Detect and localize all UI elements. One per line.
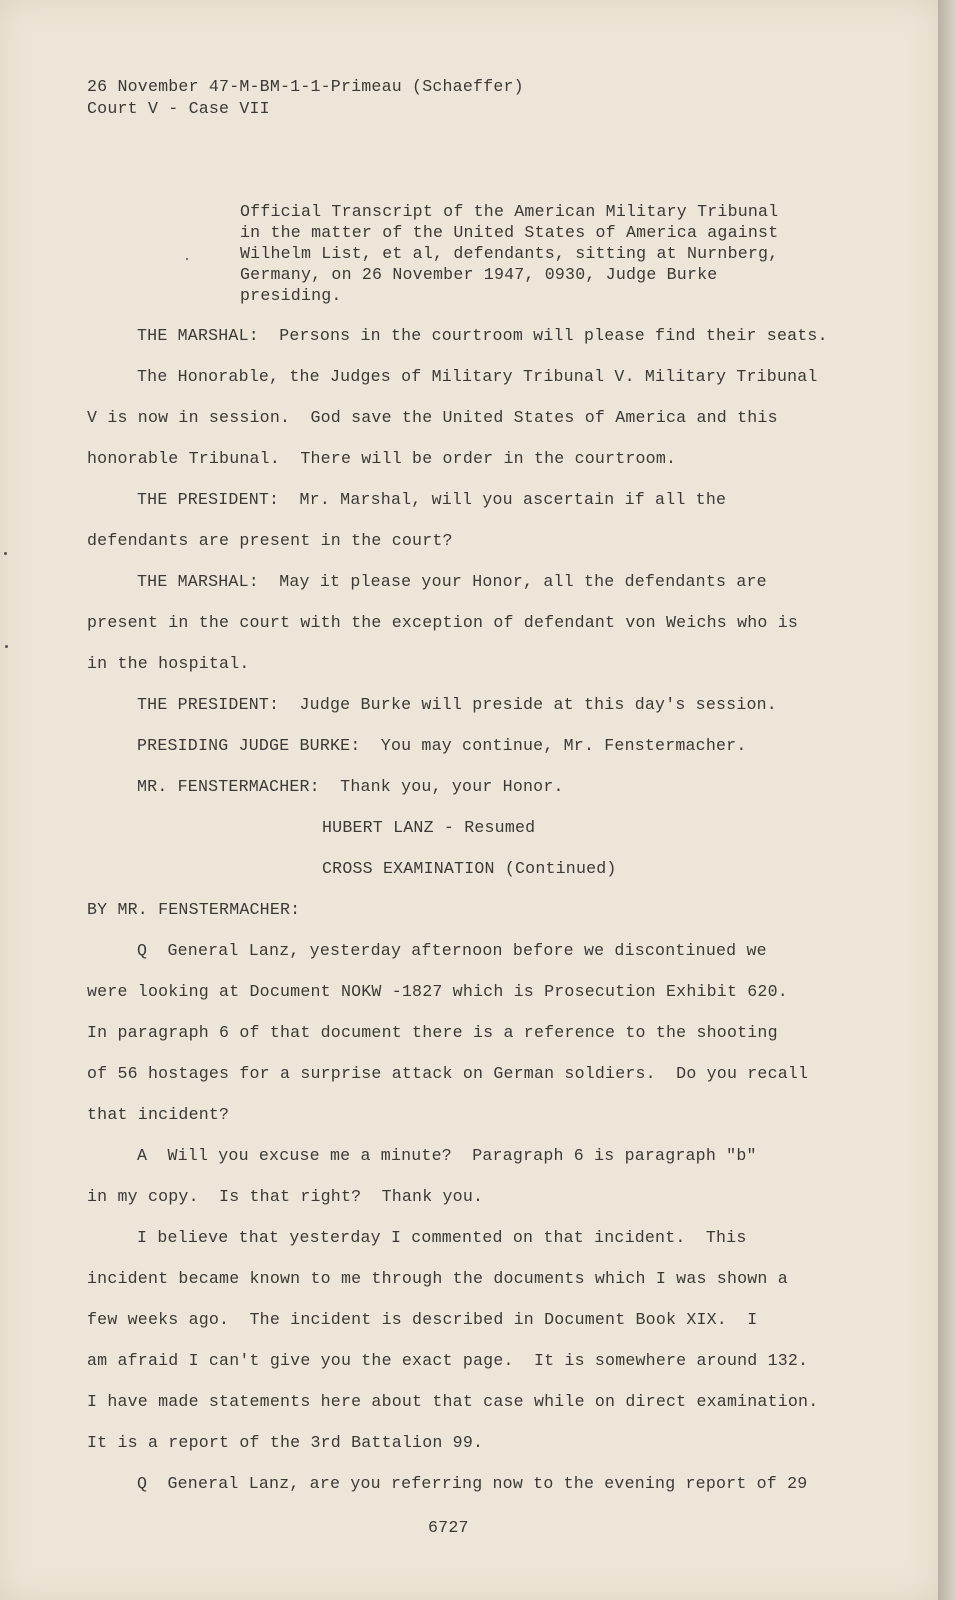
header-line-1: 26 November 47-M-BM-1-1-Primeau (Schaeffer) bbox=[87, 77, 524, 96]
caption-line: Wilhelm List, et al, defendants, sitting at Nurnberg, bbox=[240, 244, 779, 263]
transcript-line: few weeks ago. The incident is described in Document Book XIX. I bbox=[87, 1310, 758, 1329]
transcript-line: MR. FENSTERMACHER: Thank you, your Honor. bbox=[137, 777, 564, 796]
transcript-line: present in the court with the exception of defendant von Weichs who is bbox=[87, 613, 799, 632]
transcript-line: PRESIDING JUDGE BURKE: You may continue, Mr. Fenstermacher. bbox=[137, 736, 747, 755]
examination-heading: CROSS EXAMINATION (Continued) bbox=[322, 859, 617, 878]
transcript-line: Q General Lanz, yesterday afternoon before we discontinued we bbox=[137, 941, 767, 960]
transcript-line: V is now in session. God save the United States of America and this bbox=[87, 408, 778, 427]
transcript-line: Q General Lanz, are you referring now to the evening report of 29 bbox=[137, 1474, 808, 1493]
transcript-line: I have made statements here about that case while on direct examination. bbox=[87, 1392, 819, 1411]
caption-line: presiding. bbox=[240, 286, 342, 305]
transcript-line: am afraid I can't give you the exact page. It is somewhere around 132. bbox=[87, 1351, 809, 1370]
page-number: 6727 bbox=[428, 1518, 469, 1537]
transcript-line: In paragraph 6 of that document there is a reference to the shooting bbox=[87, 1023, 778, 1042]
transcript-line: THE MARSHAL: Persons in the courtroom will please find their seats. bbox=[137, 326, 828, 345]
binding-mark bbox=[4, 552, 7, 555]
caption-line: Official Transcript of the American Military Tribunal bbox=[240, 202, 779, 221]
transcript-line: that incident? bbox=[87, 1105, 230, 1124]
transcript-line: of 56 hostages for a surprise attack on German soldiers. Do you recall bbox=[87, 1064, 809, 1083]
caption-line: in the matter of the United States of America against bbox=[240, 223, 779, 242]
examiner-line: BY MR. FENSTERMACHER: bbox=[87, 900, 301, 919]
transcript-line: I believe that yesterday I commented on that incident. This bbox=[137, 1228, 747, 1247]
transcript-line: incident became known to me through the documents which I was shown a bbox=[87, 1269, 788, 1288]
transcript-line: It is a report of the 3rd Battalion 99. bbox=[87, 1433, 484, 1452]
transcript-line: were looking at Document NOKW -1827 which is Prosecution Exhibit 620. bbox=[87, 982, 788, 1001]
transcript-line: THE PRESIDENT: Mr. Marshal, will you ascertain if all the bbox=[137, 490, 727, 509]
transcript-line: The Honorable, the Judges of Military Tribunal V. Military Tribunal bbox=[137, 367, 818, 386]
witness-heading: HUBERT LANZ - Resumed bbox=[322, 818, 536, 837]
transcript-line: in my copy. Is that right? Thank you. bbox=[87, 1187, 484, 1206]
transcript-line: defendants are present in the court? bbox=[87, 531, 453, 550]
header-line-2: Court V - Case VII bbox=[87, 99, 270, 118]
transcript-line: THE MARSHAL: May it please your Honor, all the defendants are bbox=[137, 572, 767, 591]
binding-mark bbox=[5, 645, 8, 648]
transcript-line: THE PRESIDENT: Judge Burke will preside at this day's session. bbox=[137, 695, 777, 714]
transcript-line: in the hospital. bbox=[87, 654, 250, 673]
transcript-line: A Will you excuse me a minute? Paragraph 6 is paragraph "b" bbox=[137, 1146, 757, 1165]
caption-line: Germany, on 26 November 1947, 0930, Judge Burke bbox=[240, 265, 718, 284]
ink-speck bbox=[186, 258, 188, 260]
page-edge bbox=[938, 0, 956, 1600]
transcript-line: honorable Tribunal. There will be order in the courtroom. bbox=[87, 449, 677, 468]
